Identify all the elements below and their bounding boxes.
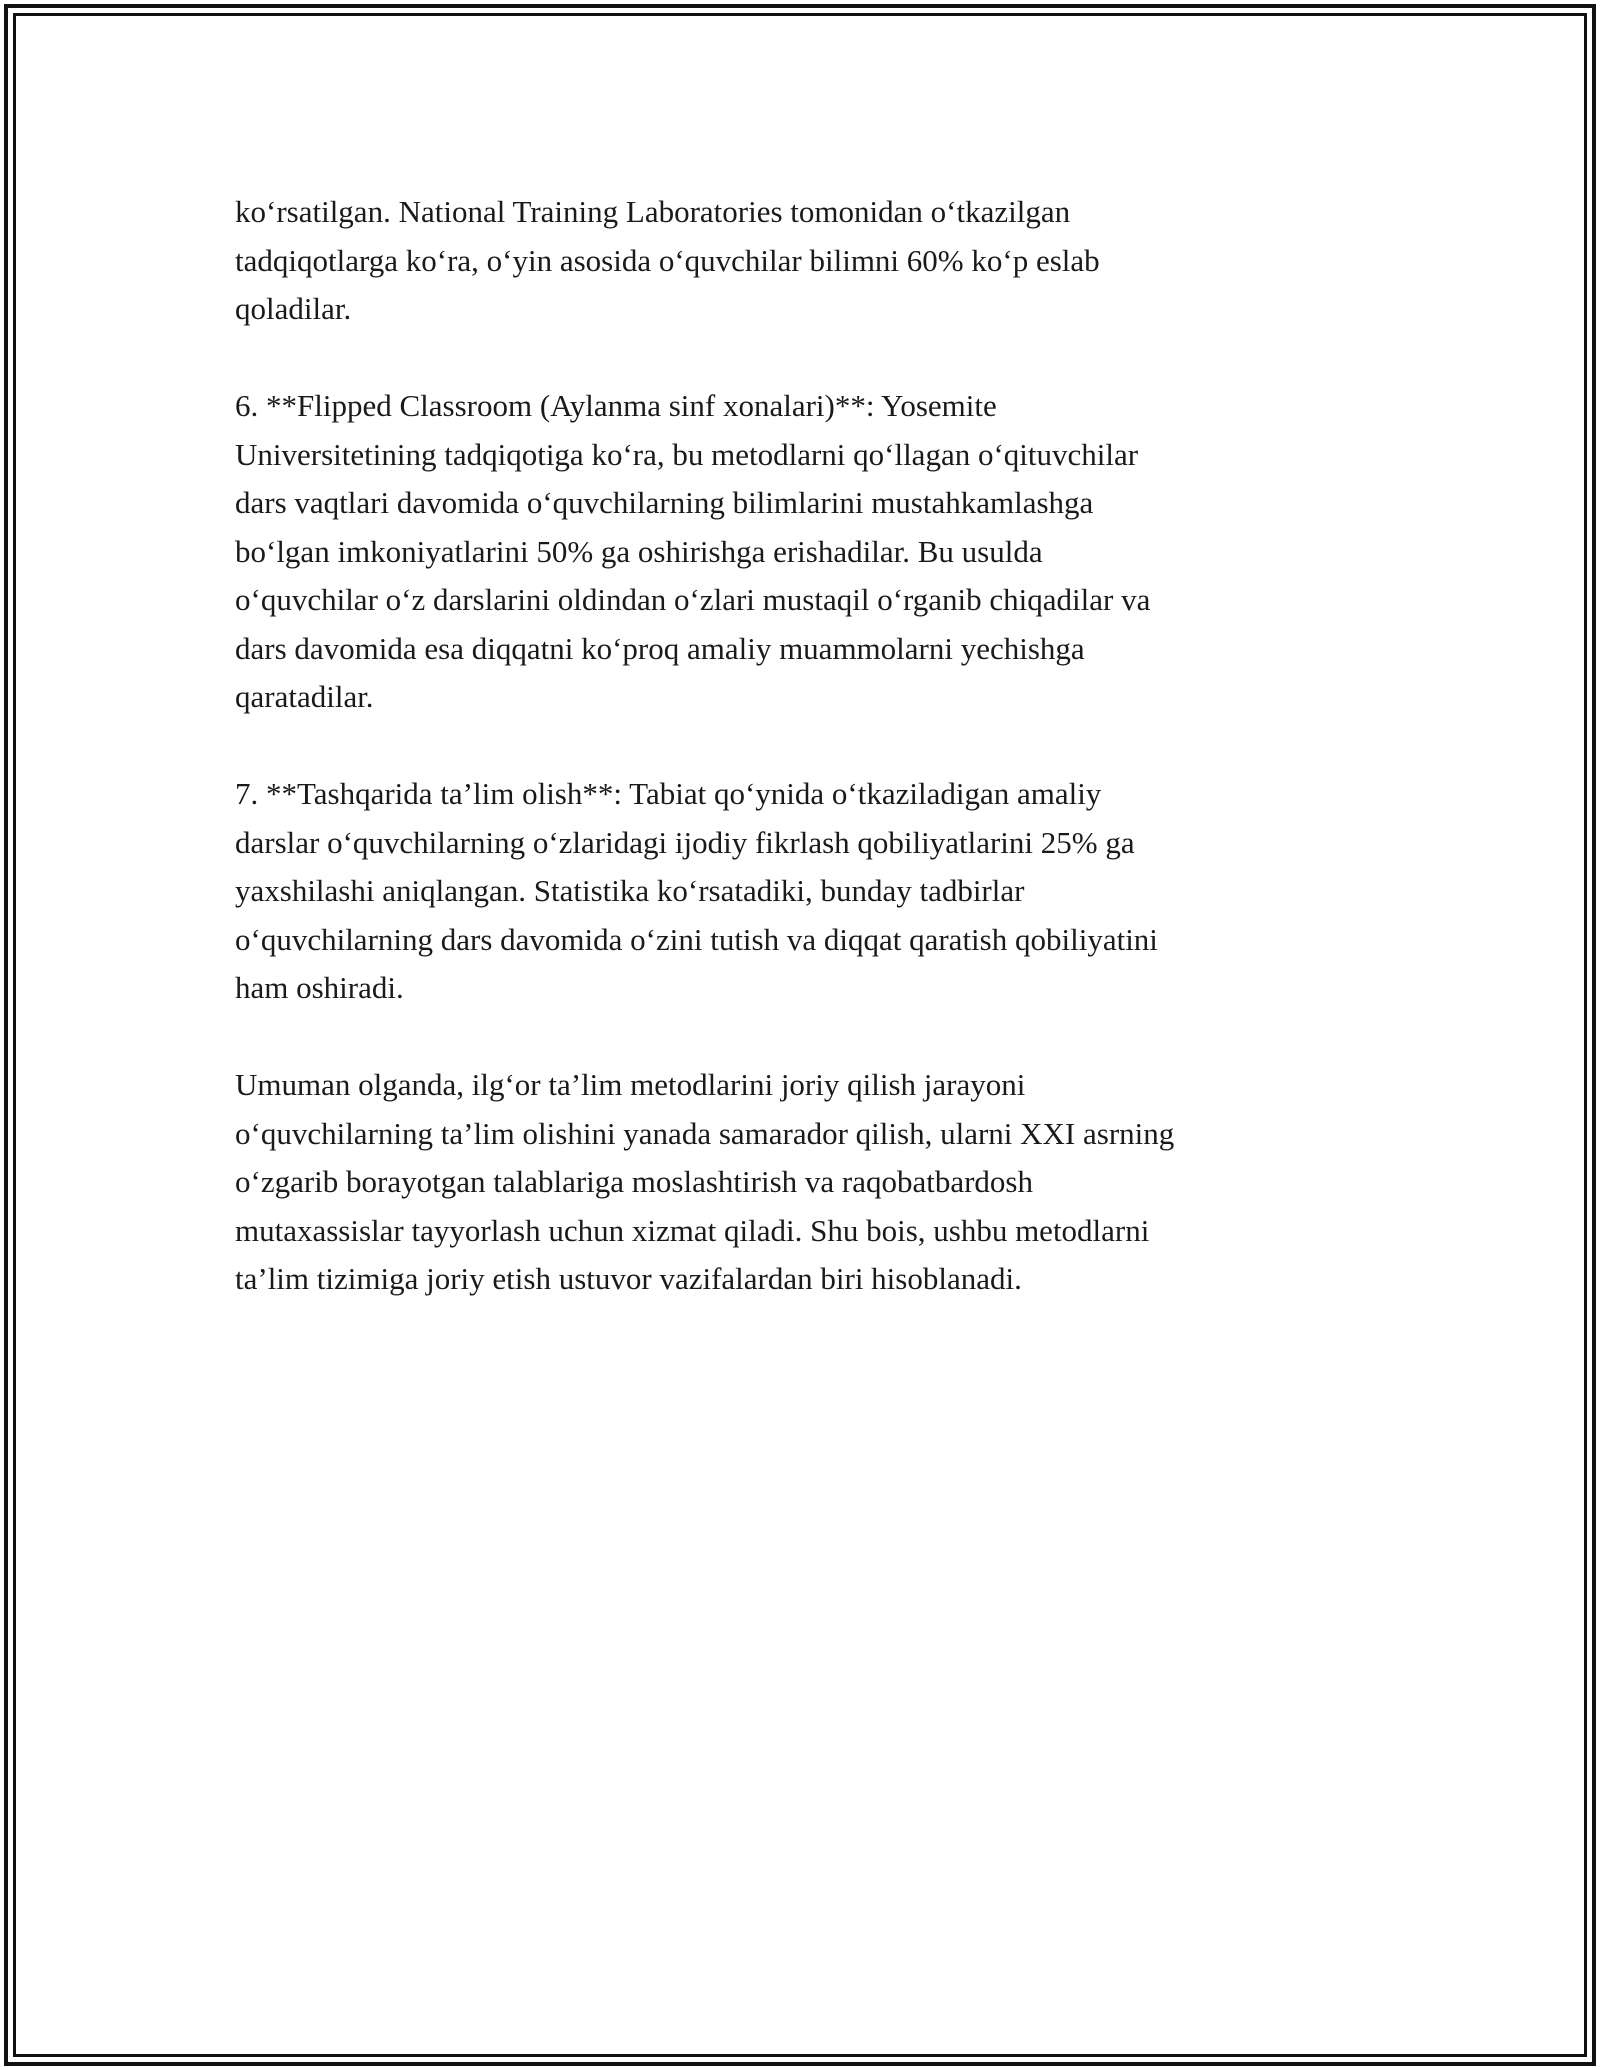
text-line: darslar oʻquvchilarning oʻzlaridagi ijodiy fikrlash qobiliyatlarini 25% ga — [235, 824, 1135, 860]
text-line: mutaxassislar tayyorlash uchun xizmat qiladi. Shu bois, ushbu metodlarni — [235, 1212, 1150, 1248]
text-line: oʻquvchilar oʻz darslarini oldindan oʻzlari mustaqil oʻrganib chiqadilar va — [235, 582, 1151, 617]
text-line: yaxshilashi aniqlangan. Statistika koʻrsatadiki, bunday tadbirlar — [235, 873, 1025, 908]
text-line: ham oshiradi. — [235, 970, 404, 1005]
text-line: qoladilar. — [235, 291, 352, 326]
text-line: dars vaqtlari davomida oʻquvchilarning bilimlarini mustahkamlashga — [235, 485, 1094, 520]
paragraph-conclusion — [235, 1061, 1365, 1304]
paragraph-item-7-outdoor-learning — [235, 770, 1365, 1013]
text-line: 7. **Tashqarida ta’lim olish**: Tabiat qoʻynida oʻtkaziladigan amaliy — [235, 776, 1102, 811]
document-body — [235, 188, 1365, 1352]
text-line: oʻquvchilarning dars davomida oʻzini tutish va diqqat qaratish qobiliyatini — [235, 921, 1158, 957]
text-line: Universitetining tadqiqotiga koʻra, bu metodlarni qoʻllagan oʻqituvchilar — [235, 436, 1139, 472]
text-line: Umuman olganda, ilgʻor ta’lim metodlarini joriy qilish jarayoni — [235, 1067, 1026, 1102]
text-line: 6. **Flipped Classroom (Aylanma sinf xonalari)**: Yosemite — [235, 388, 997, 423]
paragraph-continuation — [235, 188, 1365, 334]
text-line: dars davomida esa diqqatni koʻproq amaliy muammolarni yechishga — [235, 630, 1085, 666]
text-line: tadqiqotlarga koʻra, oʻyin asosida oʻquvchilar bilimni 60% koʻp eslab — [235, 242, 1100, 278]
paragraph-item-6-flipped-classroom — [235, 382, 1365, 722]
text-line: oʻzgarib borayotgan talablariga moslashtirish va raqobatbardosh — [235, 1164, 1033, 1199]
text-line: koʻrsatilgan. National Training Laboratories tomonidan oʻtkazilgan — [235, 194, 1071, 229]
text-line: boʻlgan imkoniyatlarini 50% ga oshirishga erishadilar. Bu usulda — [235, 533, 1043, 569]
text-line: qaratadilar. — [235, 679, 374, 714]
text-line: ta’lim tizimiga joriy etish ustuvor vazifalardan biri hisoblanadi. — [235, 1261, 1022, 1296]
text-line: oʻquvchilarning ta’lim olishini yanada samarador qilish, ularni XXI asrning — [235, 1115, 1175, 1151]
